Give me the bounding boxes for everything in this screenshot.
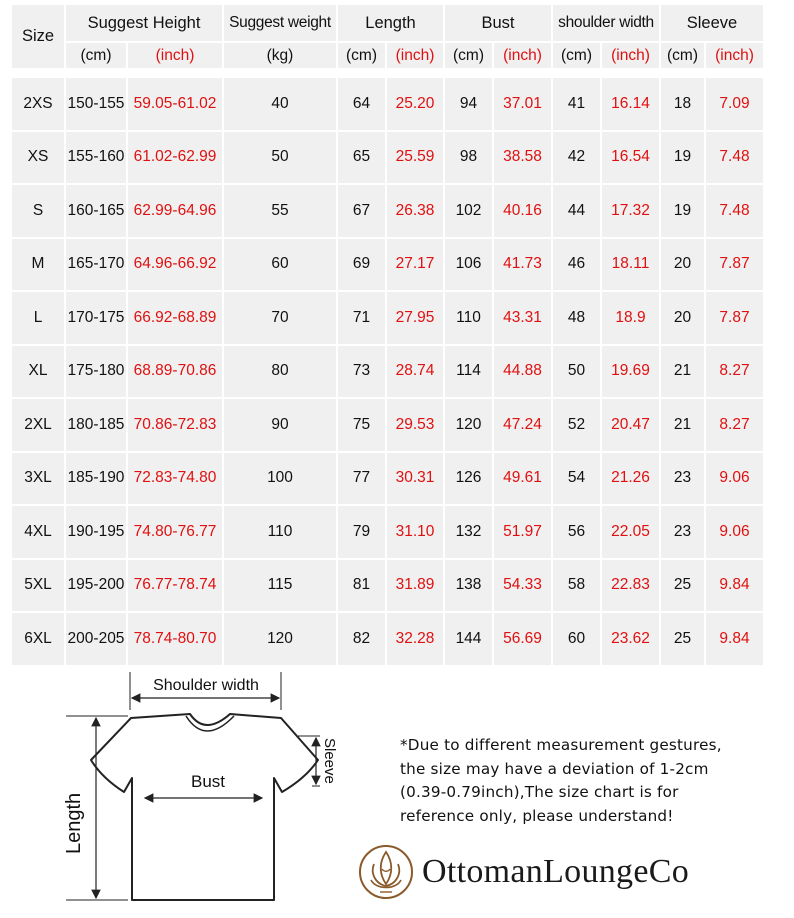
cell-shoulder-inch: 18.9 bbox=[602, 292, 659, 344]
cell-weight-kg: 40 bbox=[224, 78, 336, 130]
cell-bust-cm: 114 bbox=[445, 346, 492, 398]
cell-bust-inch: 56.69 bbox=[494, 613, 551, 665]
cell-size: 2XS bbox=[12, 78, 64, 130]
cell-weight-kg: 70 bbox=[224, 292, 336, 344]
cell-size: 6XL bbox=[12, 613, 64, 665]
cell-bust-cm: 132 bbox=[445, 506, 492, 558]
cell-sleeve-cm: 19 bbox=[661, 132, 704, 184]
cell-sleeve-cm: 18 bbox=[661, 78, 704, 130]
cell-bust-inch: 47.24 bbox=[494, 399, 551, 451]
size-table bbox=[10, 3, 765, 667]
unit-cm: (cm) bbox=[66, 43, 126, 68]
cell-sleeve-cm: 25 bbox=[661, 560, 704, 612]
cell-shoulder-cm: 41 bbox=[553, 78, 600, 130]
cell-size: M bbox=[12, 239, 64, 291]
cell-sleeve-inch: 8.27 bbox=[706, 399, 763, 451]
cell-sleeve-inch: 9.84 bbox=[706, 560, 763, 612]
cell-sleeve-cm: 25 bbox=[661, 613, 704, 665]
header-weight: Suggest weight bbox=[224, 5, 336, 41]
note-line: reference only, please understand! bbox=[400, 806, 674, 825]
header-size: Size bbox=[12, 5, 64, 68]
unit-inch: (inch) bbox=[706, 43, 763, 68]
header-height: Suggest Height bbox=[66, 5, 222, 41]
cell-weight-kg: 110 bbox=[224, 506, 336, 558]
cell-length-cm: 69 bbox=[338, 239, 385, 291]
note-line: the size may have a deviation of 1-2cm bbox=[400, 759, 709, 778]
cell-size: S bbox=[12, 185, 64, 237]
cell-shoulder-cm: 58 bbox=[553, 560, 600, 612]
cell-size: 5XL bbox=[12, 560, 64, 612]
unit-inch: (inch) bbox=[387, 43, 443, 68]
cell-shoulder-inch: 16.54 bbox=[602, 132, 659, 184]
unit-inch: (inch) bbox=[494, 43, 551, 68]
cell-height-inch: 61.02-62.99 bbox=[128, 132, 222, 184]
unit-inch: (inch) bbox=[128, 43, 222, 68]
cell-shoulder-inch: 16.14 bbox=[602, 78, 659, 130]
cell-shoulder-cm: 46 bbox=[553, 239, 600, 291]
cell-shoulder-cm: 56 bbox=[553, 506, 600, 558]
cell-size: 3XL bbox=[12, 453, 64, 505]
table-row bbox=[12, 453, 763, 505]
cell-height-cm: 180-185 bbox=[66, 399, 126, 451]
cell-length-cm: 67 bbox=[338, 185, 385, 237]
cell-height-inch: 64.96-66.92 bbox=[128, 239, 222, 291]
cell-height-inch: 59.05-61.02 bbox=[128, 78, 222, 130]
cell-length-inch: 31.10 bbox=[387, 506, 443, 558]
cell-bust-inch: 41.73 bbox=[494, 239, 551, 291]
cell-height-cm: 175-180 bbox=[66, 346, 126, 398]
cell-sleeve-cm: 20 bbox=[661, 292, 704, 344]
cell-sleeve-inch: 7.48 bbox=[706, 132, 763, 184]
header-row-units bbox=[12, 43, 763, 68]
cell-weight-kg: 50 bbox=[224, 132, 336, 184]
note-line: (0.39-0.79inch),The size chart is for bbox=[400, 783, 679, 801]
cell-length-cm: 79 bbox=[338, 506, 385, 558]
cell-size: L bbox=[12, 292, 64, 344]
cell-weight-kg: 115 bbox=[224, 560, 336, 612]
cell-length-inch: 30.31 bbox=[387, 453, 443, 505]
cell-height-cm: 170-175 bbox=[66, 292, 126, 344]
table-row bbox=[12, 78, 763, 130]
unit-inch: (inch) bbox=[602, 43, 659, 68]
cell-length-inch: 27.95 bbox=[387, 292, 443, 344]
size-note bbox=[400, 734, 780, 828]
cell-length-cm: 73 bbox=[338, 346, 385, 398]
cell-height-inch: 66.92-68.89 bbox=[128, 292, 222, 344]
cell-sleeve-cm: 20 bbox=[661, 239, 704, 291]
cell-shoulder-inch: 19.69 bbox=[602, 346, 659, 398]
unit-cm: (cm) bbox=[661, 43, 704, 68]
cell-height-inch: 74.80-76.77 bbox=[128, 506, 222, 558]
cell-bust-inch: 49.61 bbox=[494, 453, 551, 505]
cell-bust-cm: 102 bbox=[445, 185, 492, 237]
cell-bust-inch: 43.31 bbox=[494, 292, 551, 344]
cell-length-cm: 81 bbox=[338, 560, 385, 612]
cell-shoulder-cm: 54 bbox=[553, 453, 600, 505]
cell-height-inch: 70.86-72.83 bbox=[128, 399, 222, 451]
table-row bbox=[12, 132, 763, 184]
header-sleeve: Sleeve bbox=[661, 5, 763, 41]
cell-height-cm: 160-165 bbox=[66, 185, 126, 237]
cell-height-cm: 200-205 bbox=[66, 613, 126, 665]
cell-size: 2XL bbox=[12, 399, 64, 451]
cell-height-cm: 155-160 bbox=[66, 132, 126, 184]
cell-height-inch: 72.83-74.80 bbox=[128, 453, 222, 505]
shoulder-width-dimension bbox=[130, 672, 281, 710]
cell-sleeve-inch: 9.06 bbox=[706, 453, 763, 505]
cell-bust-inch: 40.16 bbox=[494, 185, 551, 237]
cell-sleeve-cm: 21 bbox=[661, 399, 704, 451]
cell-height-cm: 185-190 bbox=[66, 453, 126, 505]
cell-weight-kg: 80 bbox=[224, 346, 336, 398]
table-row bbox=[12, 613, 763, 665]
note-line: *Due to different measurement gestures, bbox=[400, 736, 722, 754]
cell-bust-inch: 37.01 bbox=[494, 78, 551, 130]
cell-bust-cm: 106 bbox=[445, 239, 492, 291]
cell-length-cm: 82 bbox=[338, 613, 385, 665]
cell-shoulder-cm: 42 bbox=[553, 132, 600, 184]
cell-shoulder-cm: 50 bbox=[553, 346, 600, 398]
cell-length-inch: 31.89 bbox=[387, 560, 443, 612]
tshirt-outline bbox=[91, 714, 318, 900]
cell-weight-kg: 55 bbox=[224, 185, 336, 237]
header-bust: Bust bbox=[445, 5, 551, 41]
cell-height-cm: 195-200 bbox=[66, 560, 126, 612]
cell-bust-cm: 98 bbox=[445, 132, 492, 184]
unit-cm: (cm) bbox=[553, 43, 600, 68]
cell-bust-cm: 138 bbox=[445, 560, 492, 612]
cell-height-cm: 150-155 bbox=[66, 78, 126, 130]
unit-cm: (cm) bbox=[338, 43, 385, 68]
unit-cm: (cm) bbox=[445, 43, 492, 68]
cell-shoulder-inch: 22.83 bbox=[602, 560, 659, 612]
length-dimension bbox=[63, 716, 128, 900]
cell-sleeve-inch: 7.09 bbox=[706, 78, 763, 130]
cell-bust-inch: 44.88 bbox=[494, 346, 551, 398]
cell-shoulder-inch: 23.62 bbox=[602, 613, 659, 665]
cell-shoulder-inch: 18.11 bbox=[602, 239, 659, 291]
cell-sleeve-inch: 9.84 bbox=[706, 613, 763, 665]
table-row bbox=[12, 560, 763, 612]
cell-length-cm: 64 bbox=[338, 78, 385, 130]
cell-bust-cm: 120 bbox=[445, 399, 492, 451]
table-row bbox=[12, 506, 763, 558]
cell-length-inch: 25.59 bbox=[387, 132, 443, 184]
cell-bust-inch: 54.33 bbox=[494, 560, 551, 612]
cell-weight-kg: 90 bbox=[224, 399, 336, 451]
bust-dimension bbox=[145, 772, 262, 798]
table-row bbox=[12, 185, 763, 237]
unit-kg: (kg) bbox=[224, 43, 336, 68]
cell-length-inch: 28.74 bbox=[387, 346, 443, 398]
cell-bust-cm: 110 bbox=[445, 292, 492, 344]
cell-height-inch: 76.77-78.74 bbox=[128, 560, 222, 612]
cell-bust-inch: 38.58 bbox=[494, 132, 551, 184]
cell-sleeve-cm: 23 bbox=[661, 453, 704, 505]
table-row bbox=[12, 399, 763, 451]
header-gap bbox=[12, 70, 763, 76]
cell-sleeve-cm: 23 bbox=[661, 506, 704, 558]
cell-height-inch: 68.89-70.86 bbox=[128, 346, 222, 398]
cell-size: 4XL bbox=[12, 506, 64, 558]
label-shoulder-width: Shoulder width bbox=[153, 677, 259, 694]
cell-bust-cm: 144 bbox=[445, 613, 492, 665]
cell-shoulder-cm: 52 bbox=[553, 399, 600, 451]
table-row bbox=[12, 346, 763, 398]
cell-length-inch: 29.53 bbox=[387, 399, 443, 451]
label-sleeve: Sleeve bbox=[321, 738, 338, 784]
cell-shoulder-cm: 60 bbox=[553, 613, 600, 665]
cell-shoulder-cm: 48 bbox=[553, 292, 600, 344]
cell-length-cm: 65 bbox=[338, 132, 385, 184]
cell-shoulder-inch: 17.32 bbox=[602, 185, 659, 237]
brand-logo bbox=[358, 842, 689, 902]
cell-length-cm: 75 bbox=[338, 399, 385, 451]
cell-shoulder-cm: 44 bbox=[553, 185, 600, 237]
cell-length-inch: 32.28 bbox=[387, 613, 443, 665]
table-row bbox=[12, 292, 763, 344]
cell-bust-cm: 126 bbox=[445, 453, 492, 505]
cell-weight-kg: 100 bbox=[224, 453, 336, 505]
cell-length-cm: 71 bbox=[338, 292, 385, 344]
cell-sleeve-inch: 8.27 bbox=[706, 346, 763, 398]
cell-sleeve-inch: 9.06 bbox=[706, 506, 763, 558]
cell-height-inch: 62.99-64.96 bbox=[128, 185, 222, 237]
cell-size: XL bbox=[12, 346, 64, 398]
label-bust: Bust bbox=[190, 772, 226, 791]
label-length: Length bbox=[63, 792, 85, 854]
cell-shoulder-inch: 21.26 bbox=[602, 453, 659, 505]
cell-sleeve-inch: 7.87 bbox=[706, 292, 763, 344]
cell-sleeve-inch: 7.48 bbox=[706, 185, 763, 237]
cell-bust-cm: 94 bbox=[445, 78, 492, 130]
cell-size: XS bbox=[12, 132, 64, 184]
cell-shoulder-inch: 22.05 bbox=[602, 506, 659, 558]
cell-height-cm: 165-170 bbox=[66, 239, 126, 291]
cell-height-inch: 78.74-80.70 bbox=[128, 613, 222, 665]
header-length: Length bbox=[338, 5, 443, 41]
cell-sleeve-cm: 21 bbox=[661, 346, 704, 398]
cell-length-inch: 26.38 bbox=[387, 185, 443, 237]
cell-shoulder-inch: 20.47 bbox=[602, 399, 659, 451]
cell-length-inch: 27.17 bbox=[387, 239, 443, 291]
brand-name: OttomanLoungeCo bbox=[422, 853, 690, 890]
cell-length-inch: 25.20 bbox=[387, 78, 443, 130]
table-row bbox=[12, 239, 763, 291]
header-shoulder: shoulder width bbox=[553, 5, 659, 41]
cell-weight-kg: 60 bbox=[224, 239, 336, 291]
cell-length-cm: 77 bbox=[338, 453, 385, 505]
cell-weight-kg: 120 bbox=[224, 613, 336, 665]
cell-sleeve-inch: 7.87 bbox=[706, 239, 763, 291]
cell-sleeve-cm: 19 bbox=[661, 185, 704, 237]
tshirt-diagram bbox=[0, 664, 400, 918]
lotus-emblem-icon bbox=[358, 842, 414, 902]
cell-bust-inch: 51.97 bbox=[494, 506, 551, 558]
cell-height-cm: 190-195 bbox=[66, 506, 126, 558]
header-row-groups bbox=[12, 5, 763, 41]
